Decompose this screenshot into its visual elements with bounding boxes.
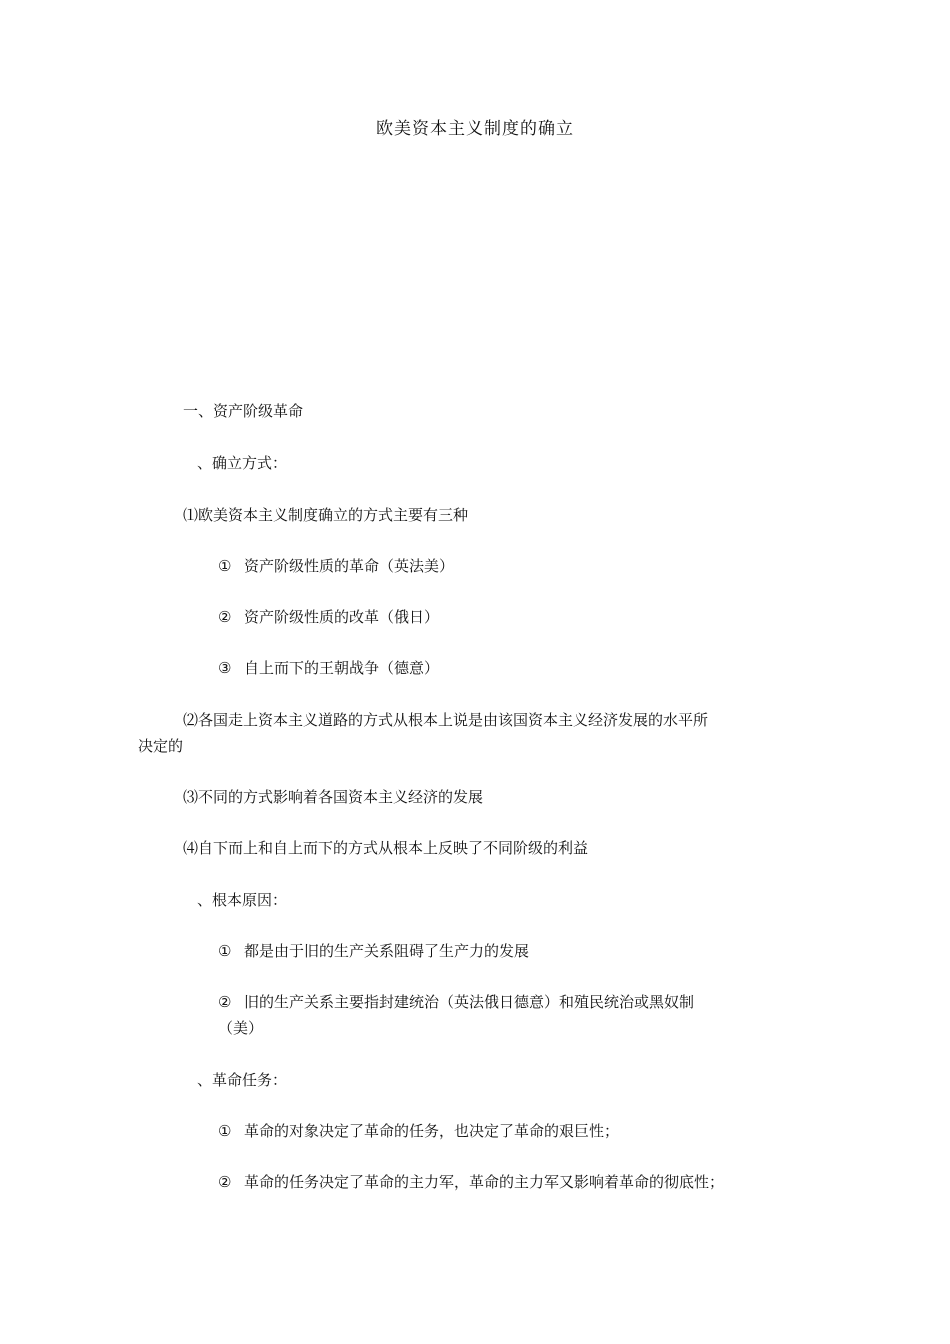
- item-text: 旧的生产关系主要指封建统治（英法俄日德意）和殖民统治或黑奴制: [244, 993, 695, 1011]
- paragraph-2-line-2: 决定的: [138, 737, 184, 755]
- list-item: [218, 606, 439, 628]
- list-item: [218, 555, 454, 577]
- subheading-root-cause: 、根本原因：: [197, 891, 288, 909]
- list-item: [218, 991, 694, 1013]
- list-item: [218, 657, 439, 679]
- item-number: ③: [218, 659, 232, 677]
- section-heading-bourgeois-revolution: 一、资产阶级革命: [183, 402, 304, 420]
- paragraph-2-line-1: ⑵各国走上资本主义道路的方式从根本上说是由该国资本主义经济发展的水平所: [183, 711, 709, 729]
- item-text: 资产阶级性质的革命（英法美）: [244, 557, 455, 575]
- list-item: [218, 1171, 724, 1193]
- list-item-continuation: （美）: [218, 1019, 264, 1037]
- subheading-revolution-task: 、革命任务：: [197, 1071, 288, 1089]
- list-item: [218, 940, 529, 962]
- item-number: ②: [218, 993, 232, 1011]
- item-number: ②: [218, 1173, 232, 1191]
- item-number: ①: [218, 1122, 232, 1140]
- item-number: ①: [218, 557, 232, 575]
- item-text: 革命的对象决定了革命的任务，也决定了革命的艰巨性；: [244, 1122, 620, 1140]
- item-text: 都是由于旧的生产关系阻碍了生产力的发展: [244, 942, 530, 960]
- item-text: 资产阶级性质的改革（俄日）: [244, 608, 440, 626]
- item-text: 自上而下的王朝战争（德意）: [244, 659, 440, 677]
- paragraph-3: ⑶不同的方式影响着各国资本主义经济的发展: [183, 788, 484, 806]
- paragraph-4: ⑷自下而上和自上而下的方式从根本上反映了不同阶级的利益: [183, 839, 589, 857]
- document-title: 欧美资本主义制度的确立: [376, 119, 574, 139]
- item-number: ①: [218, 942, 232, 960]
- item-number: ②: [218, 608, 232, 626]
- subheading-establishment-method: 、确立方式：: [197, 454, 288, 472]
- item-text: 革命的任务决定了革命的主力军，革命的主力军又影响着革命的彻底性；: [244, 1173, 725, 1191]
- list-item: [218, 1120, 619, 1142]
- paragraph-1: ⑴欧美资本主义制度确立的方式主要有三种: [183, 506, 469, 524]
